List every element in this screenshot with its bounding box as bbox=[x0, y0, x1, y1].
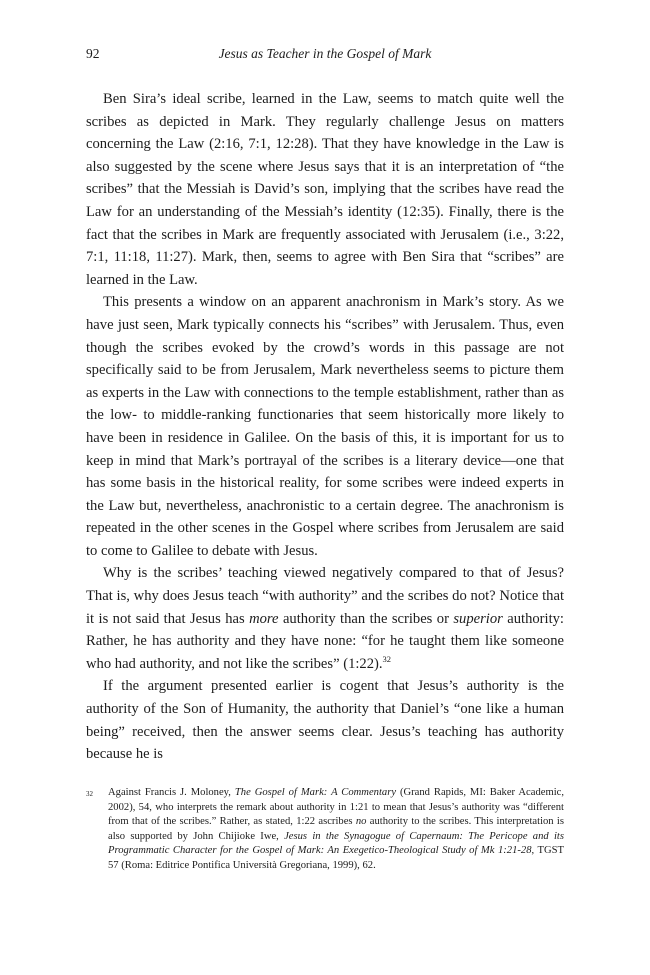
paragraph-3 bbox=[86, 562, 564, 675]
footnote-text-7: , TGST 57 (Roma: Editrice Pontifica Università Gregoriana, 1999), 62. bbox=[108, 845, 564, 871]
page-number: 92 bbox=[86, 46, 100, 61]
emphasis-more: more bbox=[249, 610, 279, 627]
footnote-text-1: Against Francis J. Moloney, bbox=[108, 787, 235, 798]
paragraph-4: If the argument presented earlier is cogent that Jesus’s authority is the authority of the Son of Humanity, the authority that Daniel’s “one like a human being” received, then the answer seems clear. Jesus’s teaching has authority because he is bbox=[86, 678, 564, 763]
paragraph-3-text-a: Why is the scribes’ teaching viewed negatively compared to that of Jesus? That is, why does Jesus teach “with authority” and the scribes do not? Notice that it is not said that Jesus has bbox=[86, 565, 564, 627]
footnote-number: 32 bbox=[86, 790, 93, 798]
footnote-title-moloney: The Gospel of Mark: A Commentary bbox=[234, 787, 397, 798]
paragraph-1: Ben Sira’s ideal scribe, learned in the Law, seems to match quite well the scribes as depicted in Mark. They regularly challenge Jesus on matters concerning the Law (2:16, 7:1, 12:28). That they have knowledge in the Law is also suggested by the scene where Jesus says that it is an interpretation of “the scribes” that the Messiah is David’s son, implying that the scribes have read the Law for an understanding of the Messiah’s identity (12:35). Finally, there is the fact that the scribes in Mark are frequently associated with Jerusalem (i.e., 3:22, 7:1, 11:18, 11:27). Mark, then, seems to agree with Ben Sira that “scribes” are learned in the Law. bbox=[86, 91, 564, 288]
running-title: Jesus as Teacher in the Gospel of Mark bbox=[218, 46, 432, 61]
paragraph-2: This presents a window on an apparent anachronism in Mark’s story. As we have just seen, Mark typically connects his “scribes” with Jerusalem. Thus, even though the scribes evoked by the crowd’s words in this passage are not specifically said to be from Jerusalem, Mark nevertheless seems to picture them as experts in the Law with connections to the temple establishment, rather than as the low- to middle-ranking functionaries that seem historically more likely to have been in residence in Galilee. On the basis of this, it is important for us to keep in mind that Mark’s portrayal of the scribes is a literary device—one that has some basis in the historical reality, for some scribes were indeed experts in the Law but, nevertheless, anachronistic to a certain degree. The anachronism is repeated in the other scenes in the Gospel where scribes from Jerusalem are said to come to Galilee to debate with Jesus. bbox=[86, 294, 564, 559]
footnote-title-iwe: Jesus in the Synagogue of Capernaum: The Pericope and its Programmatic Character for the Gospel of Mark: An Exegetico-Theological Study of Mk 1:21-28 bbox=[108, 830, 564, 857]
footnote-text-3: (Grand Rapids, MI: Baker Academic, 2002), 54, who interprets the remark about authority in 1:21 to mean that Jesus’s authority was “different from that of the scribes.” Rather, as stated, 1:22 ascribes bbox=[108, 787, 564, 828]
page-header bbox=[86, 46, 564, 66]
footnote bbox=[86, 786, 564, 874]
paragraph-3-text-c: authority than the scribes or bbox=[278, 610, 454, 627]
footnote-emphasis-no: no bbox=[355, 816, 367, 828]
footnote-reference[interactable]: 32 bbox=[382, 653, 392, 664]
paragraph-3-text-e: authority: Rather, he has authority and they have none: “for he taught them like someone who had authority, and not like the scribes” (1:22). bbox=[86, 610, 564, 672]
emphasis-superior: superior bbox=[453, 610, 503, 627]
body-text bbox=[86, 88, 564, 766]
footnote-text-5: authority to the scribes. This interpretation is also supported by John Chijioke Iwe, bbox=[108, 816, 564, 842]
